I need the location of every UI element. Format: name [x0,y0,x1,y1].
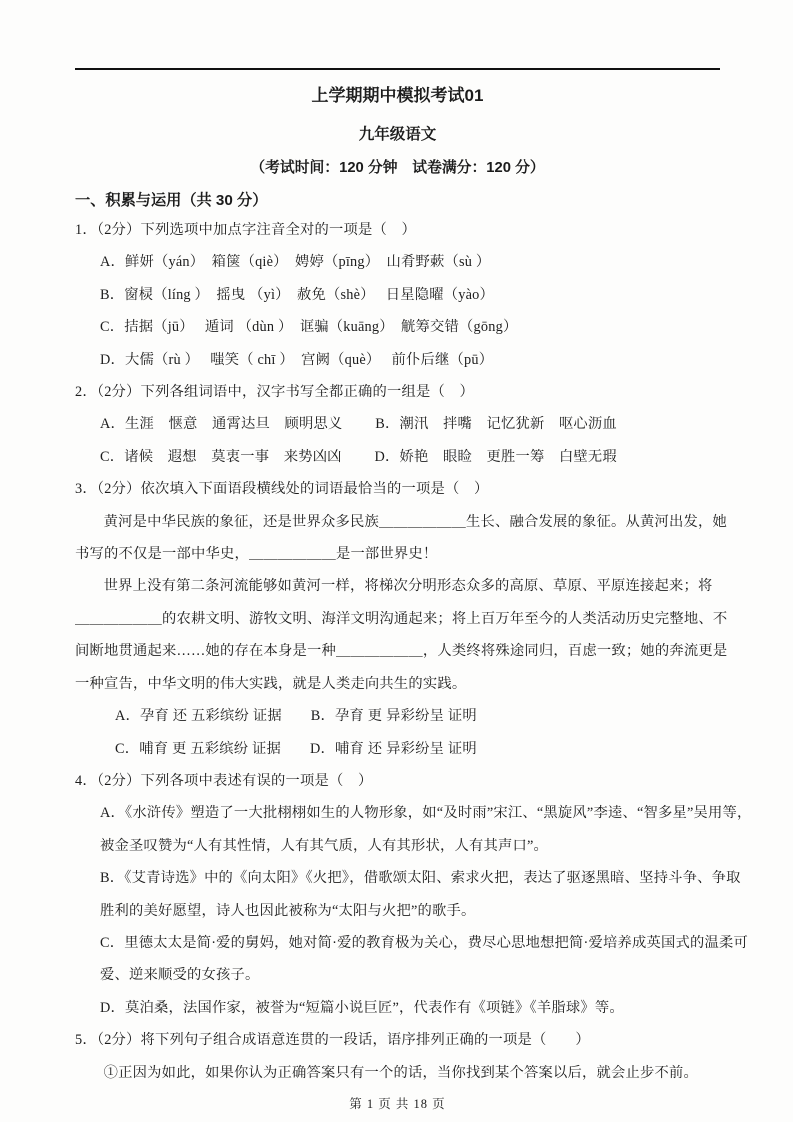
paragraph-line: 间断地贯通起来……她的存在本身是一种＿＿＿＿＿＿，人类终将殊途同归，百虑一致；她的奔流更是 [75,643,728,660]
option-line: D．大儒（rù ） 嗤笑（ chī ） 宫阙（què） 前仆后继（pū） [100,351,494,368]
option-line: D．莫泊桑，法国作家，被誉为“短篇小说巨匠”，代表作有《项链》《羊脂球》等。 [100,999,624,1016]
option-line: A．《水浒传》塑造了一大批栩栩如生的人物形象，如“及时雨”宋江、“黑旋风”李逵、“智多星”吴用等， [100,805,752,822]
option-line: 被金圣叹赞为“人有其性情，人有其气质，人有其形状，人有其声口”。 [100,837,548,854]
option-line: C．诸候 遐想 莫衷一事 来势凶凶 D．娇艳 眼睑 更胜一筹 白壁无瑕 [100,448,617,465]
questions-container [75,214,752,1089]
option-line: A．鲜妍（yán） 箱箧（qiè） 娉婷（pīng） 山肴野蔌（sù ） [100,254,491,271]
question-stem: 5．（2分）将下列句子组合成语意连贯的一段话，语序排列正确的一项是（ ） [75,1032,590,1049]
paragraph-line: ①正因为如此，如果你认为正确答案只有一个的话，当你找到某个答案以后，就会止步不前。 [103,1064,698,1081]
question-block-2 [75,376,720,473]
page-footer: 第 1 页 共 18 页 [349,1096,446,1111]
option-line: A．生涯 惬意 通霄达旦 顾明思义 B．潮汛 拌嘴 记忆犹新 呕心沥血 [100,416,617,433]
paragraph-line: 世界上没有第二条河流能够如黄河一样，将梯次分明形态众多的高原、草原、平原连接起来；将 [103,578,713,595]
exam-info: （考试时间：120 分钟 试卷满分：120 分） [250,160,545,176]
option-line: C．哺育 更 五彩缤纷 证据 D．哺育 还 异彩纷呈 证明 [115,740,477,757]
question-stem: 2．（2分）下列各组词语中，汉字书写全都正确的一组是（ ） [75,384,474,401]
question-stem: 4．（2分）下列各项中表述有误的一项是（ ） [75,772,373,789]
paragraph-line: 书写的不仅是一部中华史，＿＿＿＿＿＿是一部世界史！ [75,546,438,563]
question-block-5 [75,1024,720,1089]
option-line: B．《艾青诗选》中的《向太阳》《火把》，借歌颂太阳、索求火把，表达了驱逐黑暗、坚持斗争、争取 [100,870,741,887]
question-block-1 [75,214,720,376]
option-line: B．窗棂（líng ） 摇曳 （yì） 赦免（shè） 日星隐曜（yào） [100,286,494,303]
question-stem: 1．（2分）下列选项中加点字注音全对的一项是（ ） [75,222,416,238]
header-rule [75,68,720,70]
section-heading: 一、积累与运用（共 30 分） [75,192,268,209]
exam-subject: 九年级语文 [358,126,437,143]
option-line: 胜利的美好愿望，诗人也因此被称为“太阳与火把”的歌手。 [100,902,476,919]
option-line: 爱、逆来顺受的女孩子。 [100,967,260,984]
paragraph-line: ＿＿＿＿＿＿的农耕文明、游牧文明、海洋文明沟通起来；将上百万年至今的人类活动历史完整地、不 [75,610,728,627]
option-line: C．里德太太是简·爱的舅妈，她对简·爱的教育极为关心，费尽心思地想把简·爱培养成英国式的温柔可 [100,934,748,951]
option-line: A．孕育 还 五彩缤纷 证据 B．孕育 更 异彩纷呈 证明 [115,708,477,725]
question-stem: 3．（2分）依次填入下面语段横线处的词语最恰当的一项是（ ） [75,481,489,498]
option-line: C．拮据（jū） 遁词 （dùn ） 诓骗（kuāng） 觥筹交错（gōng） [100,319,518,336]
paragraph-line: 一种宣告，中华文明的伟大实践，就是人类走向共生的实践。 [75,675,467,692]
question-block-3 [75,473,728,765]
question-block-4 [75,765,752,1024]
paragraph-line: 黄河是中华民族的象征，还是世界众多民族＿＿＿＿＿＿生长、融合发展的象征。从黄河出发，她 [103,513,727,530]
exam-title: 上学期期中模拟考试01 [311,86,484,105]
